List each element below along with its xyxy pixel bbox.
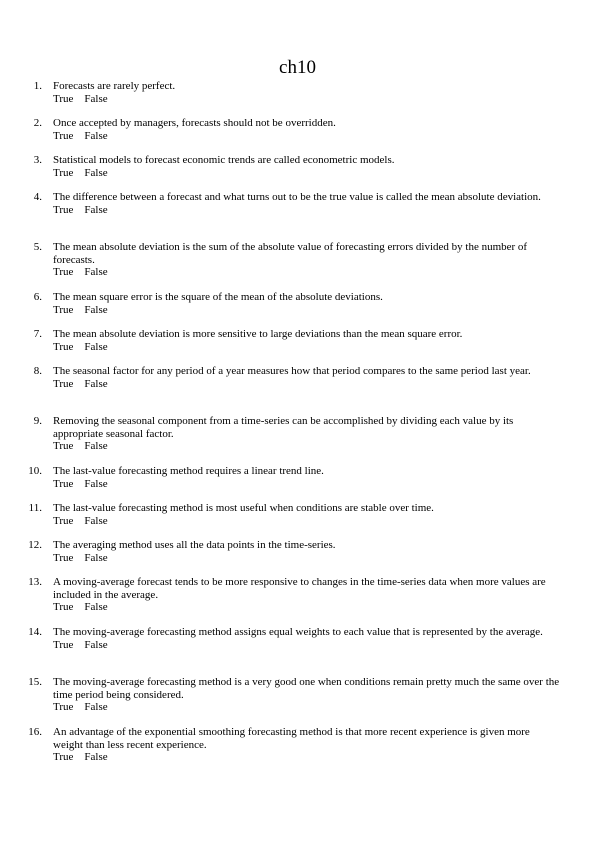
question-text: An advantage of the exponential smoothing forecasting method is that more recent experience is given more weight than less recent experience.: [53, 726, 530, 751]
false-option[interactable]: False: [84, 377, 108, 390]
question-number: 1.: [33, 80, 42, 92]
true-option[interactable]: True: [53, 92, 74, 105]
question-number: 9.: [33, 415, 42, 427]
question-text: A moving-average forecast tends to be more responsive to changes in the time-series data when more values are included in the average.: [53, 576, 546, 601]
true-option[interactable]: True: [53, 203, 74, 216]
false-option[interactable]: False: [84, 266, 108, 278]
question-text: The last-value forecasting method requires a linear trend line.: [53, 465, 324, 477]
question-text: Statistical models to forecast economic trends are called econometric models.: [53, 154, 395, 166]
question-text: The mean absolute deviation is more sensitive to large deviations than the mean square error.: [53, 328, 463, 340]
question-text: Removing the seasonal component from a time-series can be accomplished by dividing each value by its appropriate seasonal factor.: [53, 415, 514, 440]
question-number: 12.: [28, 539, 42, 551]
question-text: The difference between a forecast and what turns out to be the true value is called the mean absolute deviation.: [53, 191, 541, 203]
true-option[interactable]: True: [53, 266, 74, 278]
false-option[interactable]: False: [84, 751, 108, 763]
true-option[interactable]: True: [53, 638, 74, 651]
question-text: The seasonal factor for any period of a year measures how that period compares to the same period last year.: [53, 365, 531, 377]
true-option[interactable]: True: [53, 377, 74, 390]
question-number: 8.: [33, 365, 42, 377]
question-number: 13.: [28, 576, 42, 588]
false-option[interactable]: False: [84, 340, 108, 353]
false-option[interactable]: False: [84, 92, 108, 105]
true-option[interactable]: True: [53, 601, 74, 613]
false-option[interactable]: False: [84, 303, 108, 316]
true-option[interactable]: True: [53, 477, 74, 490]
question-number: 2.: [33, 117, 42, 129]
question-number: 5.: [33, 241, 42, 253]
false-option[interactable]: False: [84, 440, 108, 452]
false-option[interactable]: False: [84, 551, 108, 564]
question-number: 14.: [28, 626, 42, 638]
page-title: ch10: [279, 57, 316, 78]
question-text: The moving-average forecasting method is a very good one when conditions remain pretty much the same over the time period being considered.: [53, 676, 560, 701]
question-text: Once accepted by managers, forecasts should not be overridden.: [53, 117, 336, 129]
question-number: 11.: [28, 502, 42, 514]
true-option[interactable]: True: [53, 440, 74, 452]
question-text: The averaging method uses all the data points in the time-series.: [53, 539, 336, 551]
false-option[interactable]: False: [84, 166, 108, 179]
true-option[interactable]: True: [53, 514, 74, 527]
question-number: 6.: [33, 291, 42, 303]
false-option[interactable]: False: [84, 129, 108, 142]
true-option[interactable]: True: [53, 340, 74, 353]
true-option[interactable]: True: [53, 751, 74, 763]
question-text: Forecasts are rarely perfect.: [53, 80, 176, 92]
false-option[interactable]: False: [84, 477, 108, 490]
question-number: 10.: [28, 465, 42, 477]
false-option[interactable]: False: [84, 601, 108, 613]
question-number: 4.: [33, 191, 42, 203]
true-option[interactable]: True: [53, 129, 74, 142]
false-option[interactable]: False: [84, 514, 108, 527]
true-option[interactable]: True: [53, 166, 74, 179]
question-number: 15.: [28, 676, 42, 688]
false-option[interactable]: False: [84, 701, 108, 713]
false-option[interactable]: False: [84, 203, 108, 216]
question-text: The mean square error is the square of the mean of the absolute deviations.: [53, 291, 383, 303]
true-option[interactable]: True: [53, 303, 74, 316]
question-text: The mean absolute deviation is the sum of the absolute value of forecasting errors divided by the number of forecasts.: [53, 241, 528, 266]
true-option[interactable]: True: [53, 551, 74, 564]
true-option[interactable]: True: [53, 701, 74, 713]
question-number: 3.: [33, 154, 42, 166]
false-option[interactable]: False: [84, 638, 108, 651]
question-number: 7.: [33, 328, 42, 340]
question-number: 16.: [28, 726, 42, 738]
question-text: The last-value forecasting method is most useful when conditions are stable over time.: [53, 502, 434, 514]
question-text: The moving-average forecasting method assigns equal weights to each value that is represented by the average.: [53, 626, 543, 638]
